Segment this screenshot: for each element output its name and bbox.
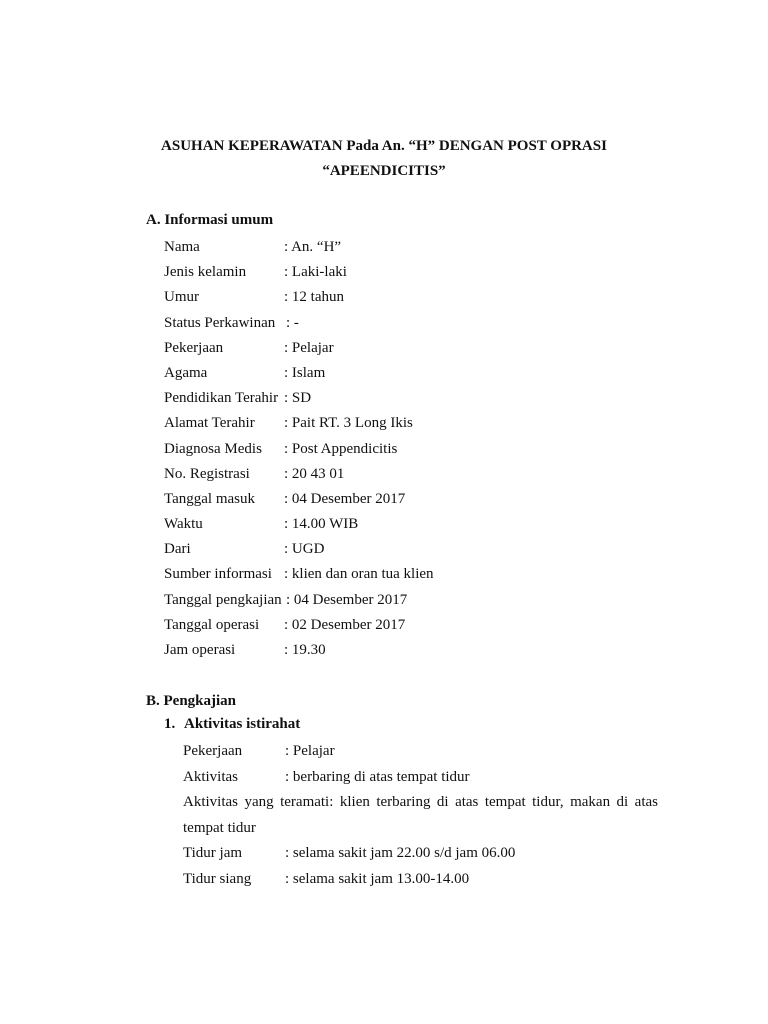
info-value: : Pait RT. 3 Long Ikis [284, 415, 413, 432]
info-value: : SD [284, 390, 312, 407]
info-row-tanggal-operasi [164, 615, 684, 640]
info-row-agama [164, 363, 684, 388]
info-row-pendidikan [164, 388, 684, 413]
info-row-umur [164, 287, 684, 312]
info-value: : Islam [284, 364, 326, 381]
info-row-nama [164, 237, 684, 262]
info-value: : klien dan oran tua klien [284, 566, 434, 583]
info-value: : Laki-laki [284, 264, 347, 281]
info-value: : Post Appendicitis [284, 440, 398, 457]
activity-row-aktivitas [183, 767, 658, 793]
subsection-number: 1. [164, 716, 176, 732]
subsection-title: Aktivitas istirahat [184, 716, 301, 732]
info-label: Umur [164, 289, 199, 306]
activity-label: Tidur siang [183, 870, 252, 887]
activity-list [183, 741, 658, 894]
info-label: Jenis kelamin [164, 264, 247, 281]
info-label: Tanggal operasi [164, 616, 260, 633]
document-subtitle: “APEENDICITIS” [322, 163, 446, 179]
info-row-alamat [164, 413, 684, 438]
general-info-list [164, 237, 684, 665]
info-value: : 02 Desember 2017 [284, 616, 406, 633]
info-label: Tanggal masuk [164, 490, 256, 507]
activity-label: Aktivitas [183, 768, 238, 785]
activity-row-tidur-jam [183, 843, 658, 869]
activity-value: : Pelajar [285, 743, 335, 759]
activity-value: : berbaring di atas tempat tidur [285, 768, 470, 785]
info-label: Waktu [164, 516, 203, 533]
info-label: Jam operasi [164, 642, 236, 658]
info-row-jam-operasi [164, 640, 684, 665]
info-label: Status Perkawinan [164, 314, 276, 331]
activity-row-pekerjaan [183, 741, 658, 767]
info-row-dari [164, 539, 684, 564]
info-label: Pendidikan Terahir [164, 390, 279, 407]
info-row-jenis-kelamin [164, 262, 684, 287]
info-row-sumber-informasi [164, 564, 684, 589]
info-row-tanggal-masuk [164, 489, 684, 514]
info-value: : An. “H” [284, 239, 342, 255]
info-value: : - [286, 314, 299, 331]
info-value: : 04 Desember 2017 [284, 490, 406, 507]
info-label: Dari [164, 541, 191, 558]
activity-observed-continuation: tempat tidur [183, 819, 256, 836]
section-a-heading: A. Informasi umum [146, 212, 274, 228]
activity-observed-line: Aktivitas yang teramati: klien terbaring di atas tempat tidur, makan di atas [183, 794, 658, 810]
info-row-status-perkawinan [164, 313, 684, 338]
info-row-diagnosa [164, 439, 684, 464]
info-label: Alamat Terahir [164, 415, 255, 432]
info-value: : 20 43 01 [284, 465, 345, 482]
info-value: : 12 tahun [284, 289, 344, 306]
info-row-registrasi [164, 464, 684, 489]
info-row-tanggal-pengkajian [164, 590, 684, 615]
info-label: Nama [164, 239, 200, 255]
document-title: ASUHAN KEPERAWATAN Pada An. “H” DENGAN POST OPRASI [161, 138, 607, 154]
activity-row-tidur-siang [183, 869, 658, 895]
activity-label: Tidur jam [183, 845, 243, 861]
activity-value: : selama sakit jam 13.00-14.00 [285, 870, 470, 887]
section-b-heading: B. Pengkajian [146, 693, 237, 709]
info-label: Agama [164, 364, 208, 381]
info-row-waktu [164, 514, 684, 539]
activity-value: : selama sakit jam 22.00 s/d jam 06.00 [285, 845, 516, 861]
info-value: : UGD [284, 541, 325, 558]
info-value: : 19.30 [284, 642, 326, 658]
info-label: Pekerjaan [164, 339, 224, 356]
info-label: No. Registrasi [164, 465, 250, 482]
info-label: Diagnosa Medis [164, 440, 262, 457]
info-value: : 04 Desember 2017 [286, 591, 408, 608]
subsection-heading [164, 716, 300, 733]
info-label: Tanggal pengkajian [164, 591, 282, 608]
activity-label: Pekerjaan [183, 743, 243, 759]
info-row-pekerjaan [164, 338, 684, 363]
info-value: : 14.00 WIB [284, 516, 359, 533]
info-label: Sumber informasi [164, 566, 272, 583]
info-value: : Pelajar [284, 339, 334, 356]
